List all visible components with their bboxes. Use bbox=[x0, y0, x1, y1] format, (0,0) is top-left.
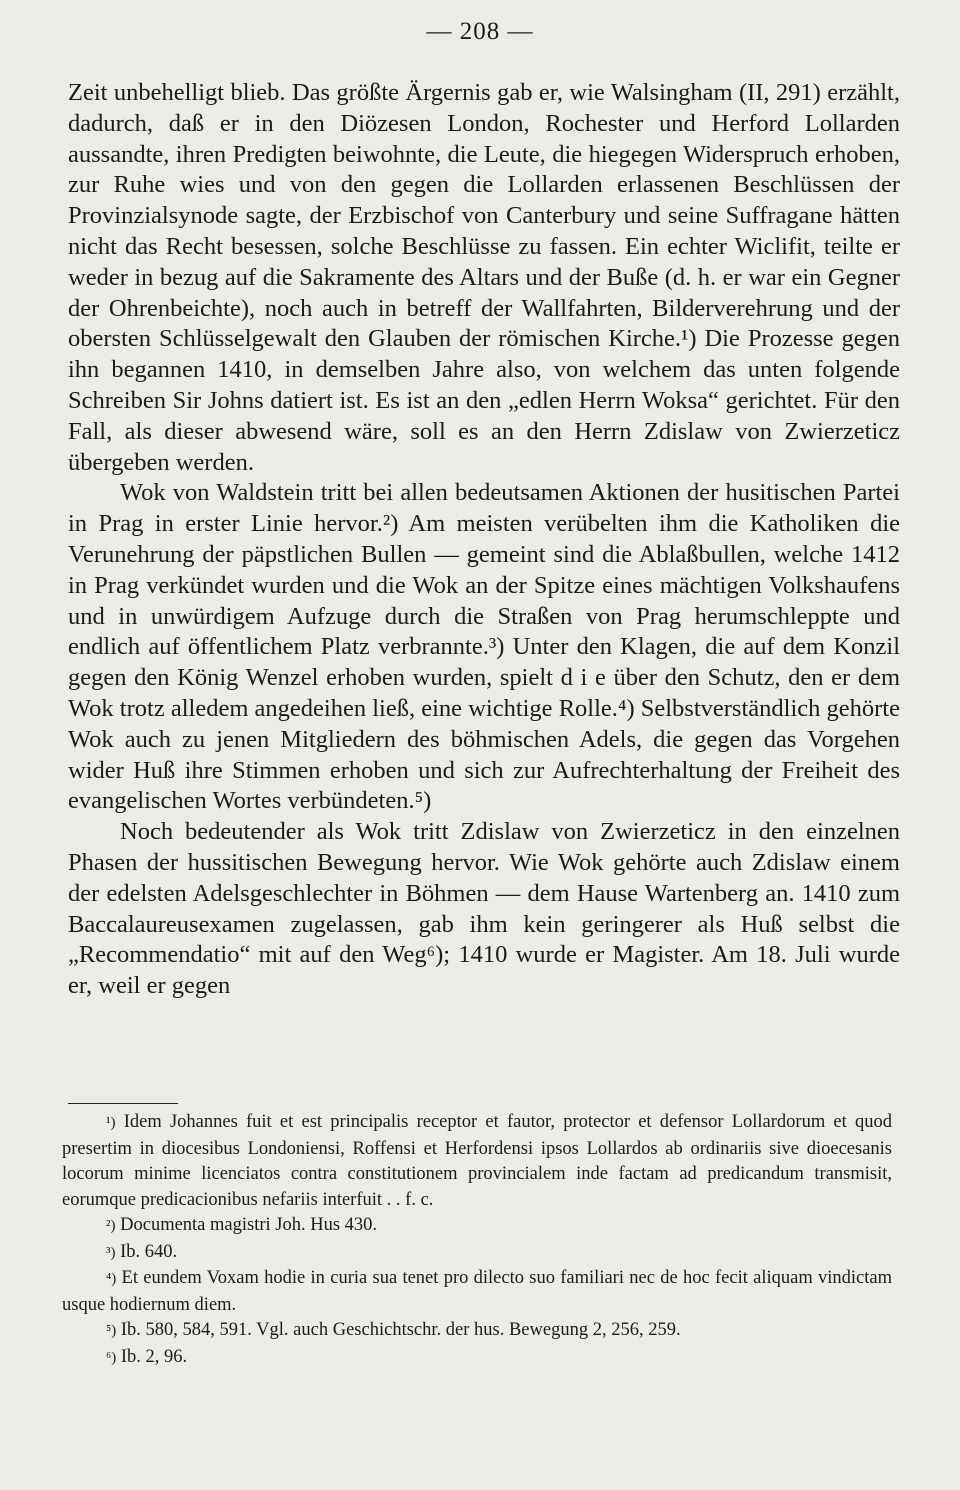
footnote-3 bbox=[62, 1240, 892, 1267]
footnote-4 bbox=[62, 1266, 892, 1318]
footnote-mark: ⁵) bbox=[106, 1323, 117, 1339]
footnote-mark: ⁶) bbox=[106, 1349, 117, 1366]
footnote-1 bbox=[62, 1110, 892, 1213]
paragraph-2: Wok von Waldstein tritt bei allen bedeutsamen Aktionen der husitischen Partei in Prag in erster Linie hervor.²) Am meisten verübelten ihm die Katholiken die Verunehrung der päpstlichen Bullen — gemeint sind die Ablaßbullen, welche 1412 in Prag verkündet wurden und die Wok an der Spitze eines mächtigen Volkshaufens und in unwürdigem Aufzuge durch die Straßen von Prag herumschleppte und endlich auf öffentlichem Platz verbrannte.³) Unter den Klagen, die auf dem Konzil gegen den König Wenzel erhoben wurden, spielt d i e über den Schutz, den er dem Wok trotz alledem angedeihen ließ, eine wichtige Rolle.⁴) Selbstverständlich gehörte Wok auch zu jenen Mitgliedern des böhmischen Adels, die gegen das Vorgehen wider Huß ihre Stimmen erhoben und sich zur Aufrechterhaltung der Freiheit des evangelischen Wortes verbündeten.⁵) bbox=[68, 479, 900, 815]
footnote-mark: ³) bbox=[106, 1244, 116, 1261]
footnote-text: Ib. 580, 584, 591. Vgl. auch Geschichtschr. der hus. Bewegung 2, 256, 259. bbox=[120, 1320, 681, 1340]
page-number: — 208 — bbox=[426, 18, 534, 45]
footnote-5 bbox=[62, 1318, 892, 1345]
footnote-divider bbox=[68, 1103, 178, 1104]
footnote-text: Ib. 640. bbox=[120, 1241, 178, 1262]
footnote-text: Idem Johannes fuit et est principalis receptor et fautor, protector et defensor Lollardorum et quod presertim in diocesibus Londoniensi, Roffensi et Herfordensi ipsos Lollardos ab ordinariis sive dioecesanis locorum minime licenciatos contra constitutionem provincialem inde factam ad predicandum transmisit, eorumque predicacionibus nefariis interfuit . . f. c. bbox=[62, 1112, 893, 1210]
paragraph-3: Noch bedeutender als Wok tritt Zdislaw von Zwierzeticz in den einzelnen Phasen der hussitischen Bewegung hervor. Wie Wok gehörte auch Zdislaw einem der edelsten Adelsgeschlechter in Böhmen — dem Hause Wartenberg an. 1410 zum Baccalaureusexamen zugelassen, gab ihm kein geringerer als Huß selbst die „Recommendatio“ mit auf den Weg⁶); 1410 wurde er Magister. Am 18. Juli wurde er, weil er gegen bbox=[68, 818, 900, 1000]
footnote-text: Documenta magistri Joh. Hus 430. bbox=[120, 1215, 378, 1235]
footnote-mark: ¹) bbox=[106, 1115, 116, 1131]
footnote-text: Et eundem Voxam hodie in curia sua tenet pro dilecto suo familiari nec de hoc fecit aliquam vindictam usque hodiernum diem. bbox=[62, 1268, 893, 1315]
paragraph-1: Zeit unbehelligt blieb. Das größte Ärgernis gab er, wie Walsingham (II, 291) erzählt, dadurch, daß er in den Diözesen London, Rochester und Herford Lollarden aussandte, ihren Predigten beiwohnte, die Leute, die hiegegen Widerspruch erhoben, zur Ruhe wies und von den gegen die Lollarden erlassenen Beschlüssen der Provinzialsynode sagte, der Erzbischof von Canterbury und seine Suffragane hätten nicht das Recht besessen, solche Beschlüsse zu fassen. Ein echter Wiclifit, teilte er weder in bezug auf die Sakramente des Altars und der Buße (d. h. er war ein Gegner der Ohrenbeichte), noch auch in betreff der Wallfahrten, Bilderverehrung und der obersten Schlüsselgewalt den Glauben der römischen Kirche.¹) Die Prozesse gegen ihn begannen 1410, in demselben Jahre also, von welchem das unten folgende Schreiben Sir Johns datiert ist. Es ist an den „edlen Herrn Woksa“ gerichtet. Für den Fall, als dieser abwesend wäre, soll es an den Herrn Zdislaw von Zwierzeticz übergeben werden. bbox=[68, 79, 900, 476]
footnotes bbox=[62, 1110, 892, 1371]
footnote-text: Ib. 2, 96. bbox=[120, 1346, 188, 1367]
footnote-2 bbox=[62, 1213, 892, 1240]
main-text bbox=[68, 78, 900, 1002]
footnote-mark: ²) bbox=[106, 1218, 116, 1234]
footnote-6 bbox=[62, 1345, 892, 1372]
footnote-mark: ⁴) bbox=[106, 1271, 117, 1287]
